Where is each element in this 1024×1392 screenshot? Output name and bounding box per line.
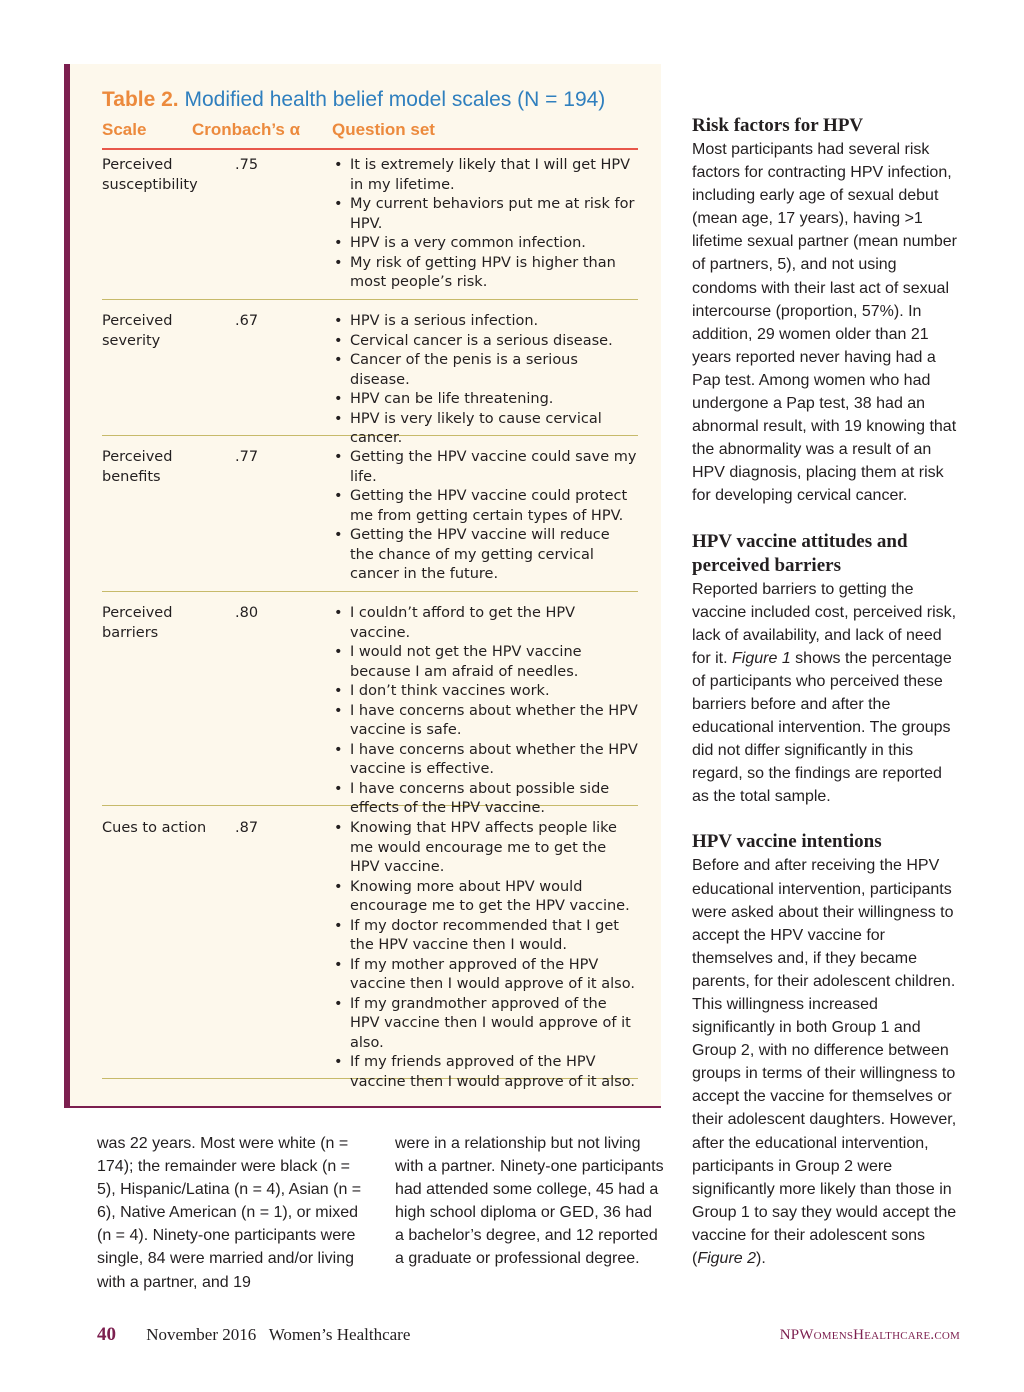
- cronbach-alpha: .67: [235, 313, 259, 329]
- question-item: • HPV is a serious infection.: [332, 312, 638, 332]
- body-column-2: [395, 1132, 665, 1271]
- question-list: [332, 312, 638, 449]
- table-row-perceived-severity: [102, 312, 638, 446]
- question-list: [332, 156, 638, 293]
- question-item: • HPV can be life threatening.: [332, 390, 638, 410]
- section-heading-vaccine-intentions: HPV vaccine intentions: [692, 831, 882, 853]
- journal-name: Women’s Healthcare: [268, 1325, 411, 1344]
- question-item: • I have concerns about possible side effects of the HPV vaccine.: [332, 780, 638, 819]
- question-item: • HPV is very likely to cause cervical cancer.: [332, 410, 638, 449]
- question-item: • It is extremely likely that I will get HPV in my lifetime.: [332, 156, 638, 195]
- scale-name: Perceived susceptibility: [102, 157, 198, 193]
- header-rule: [102, 148, 638, 150]
- page-footer: [97, 1324, 410, 1346]
- question-item: • My current behaviors put me at risk for HPV.: [332, 195, 638, 234]
- column-header-question-set: Question set: [332, 120, 435, 139]
- figure-1-reference: Figure 1: [732, 649, 791, 667]
- question-item: • I have concerns about whether the HPV vaccine is safe.: [332, 702, 638, 741]
- figure-2-reference: Figure 2: [697, 1250, 757, 1268]
- question-item: • Cancer of the penis is a serious disease.: [332, 351, 638, 390]
- question-item: • If my mother approved of the HPV vaccine then I would approve of it also.: [332, 956, 638, 995]
- body-paragraph: were in a relationship but not living with a partner. Ninety-one participants had attended some college, 45 had a high school diploma or GED, 36 had a bachelor’s degree, and 12 reported a graduate or professional degree.: [395, 1135, 664, 1268]
- issue-date: November 2016: [146, 1325, 257, 1344]
- page-number: 40: [97, 1324, 116, 1345]
- question-item: • My risk of getting HPV is higher than most people’s risk.: [332, 254, 638, 293]
- question-item: • I don’t think vaccines work.: [332, 682, 638, 702]
- cronbach-alpha: .87: [235, 820, 259, 836]
- question-item: • I would not get the HPV vaccine because I am afraid of needles.: [332, 643, 638, 682]
- scale-name: Cues to action: [102, 820, 207, 836]
- question-list: [332, 819, 638, 1092]
- section-heading-risk-factors: Risk factors for HPV: [692, 115, 864, 136]
- cronbach-alpha: .80: [235, 605, 259, 621]
- question-item: • Getting the HPV vaccine could save my life.: [332, 448, 638, 487]
- question-item: • Getting the HPV vaccine will reduce the chance of my getting cervical cancer in the future.: [332, 526, 638, 585]
- scale-name: Perceived benefits: [102, 449, 173, 485]
- question-item: • I have concerns about whether the HPV vaccine is effective.: [332, 741, 638, 780]
- table-row-perceived-susceptibility: [102, 156, 638, 300]
- body-paragraph: was 22 years. Most were white (n = 174); the remainder were black (n = 5), Hispanic/Latina (n = 4), Asian (n = 6), Native American (n = 1), or mixed (n = 4). Ninety-one participants were single, 84 were married and/or living with a partner, and 19: [97, 1135, 362, 1291]
- question-item: • Knowing more about HPV would encourage me to get the HPV vaccine.: [332, 878, 638, 917]
- table-row-cues-to-action: [102, 819, 638, 1090]
- column-header-scale: Scale: [102, 120, 147, 139]
- column-header-alpha: Cronbach’s α: [192, 120, 301, 139]
- cronbach-alpha: .75: [235, 157, 259, 173]
- table-label: Table 2.: [102, 88, 179, 111]
- scale-name: Perceived severity: [102, 313, 173, 349]
- paragraph-risk-factors: Most participants had several risk factors for contracting HPV infection, including early age of sexual debut (mean age, 17 years), having >1 lifetime sexual partner (mean number of partners, 5), and not using condoms with their last act of sexual intercourse (proportion, 57%). In addition, 29 women older than 21 years reported never having had a Pap test. Among women who had undergone a Pap test, 38 had an abnormal result, with 19 knowing that the abnormality was a result of an HPV diagnosis, placing them at risk for developing cervical cancer.: [692, 141, 958, 505]
- section-heading-attitudes-barriers: HPV vaccine attitudes and perceived barriers: [692, 530, 908, 576]
- cronbach-alpha: .77: [235, 449, 259, 465]
- table-title: [102, 88, 605, 112]
- right-article-column: [692, 114, 962, 1292]
- question-item: • Cervical cancer is a serious disease.: [332, 332, 638, 352]
- question-item: • I couldn’t afford to get the HPV vaccine.: [332, 604, 638, 643]
- question-list: [332, 448, 638, 585]
- question-item: • If my friends approved of the HPV vaccine then I would approve of it also.: [332, 1053, 638, 1092]
- table-row-perceived-benefits: [102, 448, 638, 592]
- question-item: • If my grandmother approved of the HPV vaccine then I would approve of it also.: [332, 995, 638, 1054]
- table-caption: Modified health belief model scales (N = 194): [184, 88, 606, 111]
- paragraph-vaccine-intentions: Before and after receiving the HPV educational intervention, participants were asked about their willingness to accept the HPV vaccine for themselves and, if they became parents, for their adolescent children. This willingness increased significantly in both Group 1 and Group 2, with no difference between groups in terms of their willingness to accept the vaccine for themselves or their adolescent daughters. However, after the educational intervention, participants in Group 2 were significantly more likely than those in Group 1 to say they would accept the vaccine for their adolescent sons (Figure 2).: [692, 857, 957, 1268]
- paragraph-attitudes-barriers: Reported barriers to getting the vaccine included cost, perceived risk, lack of availability, and lack of need for it. Figure 1 shows the percentage of participants who perceived these barriers before and after the educational intervention. The groups did not differ significantly in this regard, so the findings are reported as the total sample.: [692, 580, 957, 806]
- table-2: [64, 64, 661, 1108]
- body-column-1: [97, 1132, 367, 1294]
- question-item: • If my doctor recommended that I get the HPV vaccine then I would.: [332, 917, 638, 956]
- question-list: [332, 604, 638, 819]
- question-item: • Knowing that HPV affects people like me would encourage me to get the HPV vaccine.: [332, 819, 638, 878]
- question-item: • Getting the HPV vaccine could protect me from getting certain types of HPV.: [332, 487, 638, 526]
- table-row-perceived-barriers: [102, 604, 638, 816]
- journal-website: NPWomensHealthcare.com: [779, 1327, 960, 1343]
- question-item: • HPV is a very common infection.: [332, 234, 638, 254]
- scale-name: Perceived barriers: [102, 605, 173, 641]
